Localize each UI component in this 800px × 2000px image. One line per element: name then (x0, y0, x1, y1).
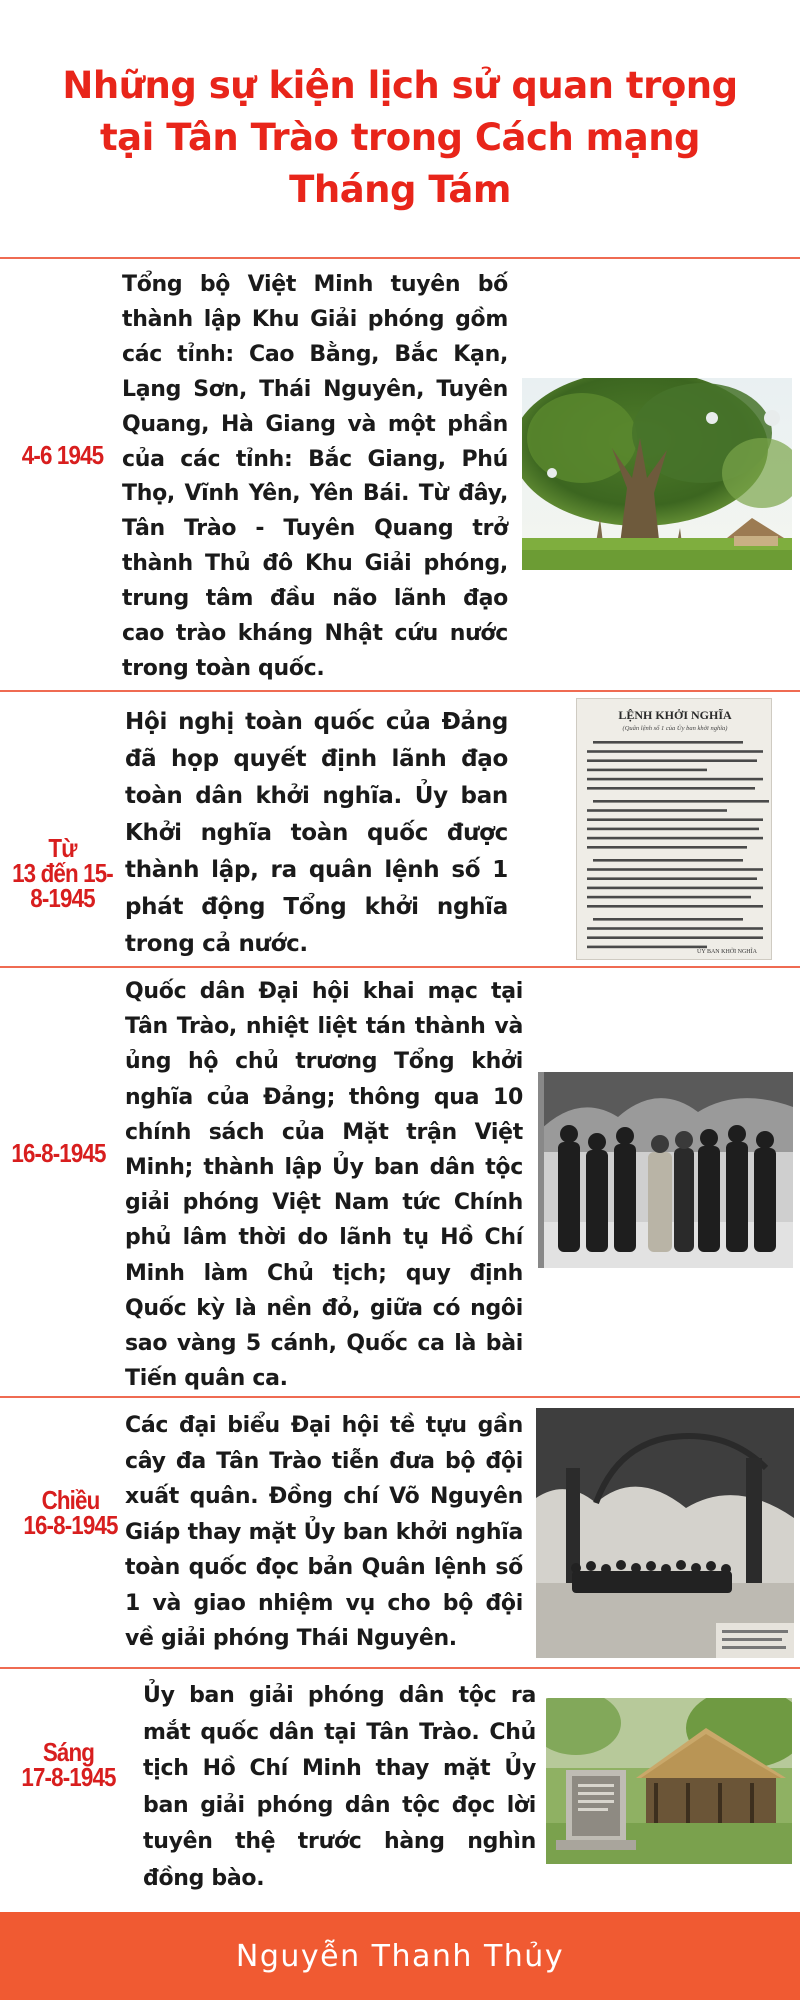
document-text-line (593, 918, 743, 921)
event-date (15, 1737, 123, 1792)
document-text-line (587, 787, 755, 790)
divider (0, 1667, 800, 1669)
event-date-line: 13 đến 15- (12, 858, 113, 888)
document-subheading: (Quân lệnh số 1 của Ủy ban khởi nghĩa) (622, 725, 728, 732)
document-text-line (587, 946, 707, 949)
event-date-line: 17-8-1945 (21, 1762, 116, 1792)
document-text-line (587, 809, 727, 812)
event-text: Quốc dân Đại hội khai mạc tại Tân Trào, nhiệt liệt tán thành và ủng hộ chủ trương Tổng khởi nghĩa của Đảng; thông qua 10 chính sách của Mặt trận Việt Minh; thành lập Ủy ban dân tộc giải phóng Việt Nam tức Chính phủ lâm thời do lãnh tụ Hồ Chí Minh làm Chủ tịch; quy định Quốc kỳ là nền đỏ, giữa có ngôi sao vàng 5 cánh, Quốc ca là bài Tiến quân ca. (125, 979, 523, 1392)
divider (0, 257, 800, 259)
document-text-line (587, 905, 763, 908)
event-text: Các đại biểu Đại hội tề tựu gần cây đa Tân Trào tiễn đưa bộ đội xuất quân. Đồng chí Võ Nguyên Giáp thay mặt Ủy ban khởi nghĩa toàn quốc đọc bản Quân lệnh số 1 và giao nhiệm vụ cho bộ đội về giải phóng Thái Nguyên. (125, 1413, 523, 1651)
document-text-line (587, 769, 707, 772)
document-text-line (587, 868, 763, 871)
document-text-line (587, 759, 757, 762)
document-text-line (587, 927, 763, 930)
event-date (5, 1138, 113, 1168)
document-text-line (587, 846, 747, 849)
event-date-line: Từ (48, 833, 77, 863)
document-text-line (587, 778, 763, 781)
author-name: Nguyễn Thanh Thủy (235, 1938, 565, 1974)
document-text-line (587, 837, 763, 840)
event-text: Ủy ban giải phóng dân tộc ra mắt quốc dân tại Tân Trào. Chủ tịch Hồ Chí Minh thay mặt Ủy ban giải phóng dân tộc đọc lời tuyên thệ trước hàng nghìn đồng bào. (143, 1683, 536, 1891)
document-text-line (593, 741, 743, 744)
divider (0, 966, 800, 968)
tan-trao-communal-house-photo (546, 1698, 792, 1864)
footer-banner (0, 1912, 800, 2000)
title-line: Những sự kiện lịch sử quan trọng (62, 64, 738, 107)
document-text-line (587, 828, 759, 831)
troop-departure-photo (536, 1408, 794, 1658)
event-date-line: 8-1945 (30, 883, 95, 913)
divider (0, 1396, 800, 1398)
national-congress-group-photo (538, 1072, 793, 1268)
document-footer: ỦY BAN KHỞI NGHĨA (697, 949, 757, 955)
event-date (17, 1485, 125, 1540)
event-date-line: Sáng (42, 1737, 95, 1767)
event-date-line: 16-8-1945 (23, 1510, 118, 1540)
title-line: tại Tân Trào trong Cách mạng (99, 116, 701, 159)
event-date-line: 16-8-1945 (11, 1138, 106, 1168)
document-text-line (587, 887, 763, 890)
document-heading: LỆNH KHỞI NGHĨA (618, 708, 732, 722)
title-line: Tháng Tám (289, 168, 511, 211)
document-text-line (587, 750, 763, 753)
document-text-line (593, 859, 743, 862)
page-title (40, 60, 760, 216)
event-text: Hội nghị toàn quốc của Đảng đã họp quyết định lãnh đạo toàn dân khởi nghĩa. Ủy ban Khởi nghĩa toàn quốc được thành lập, ra quân lệnh số 1 phát động Tổng khởi nghĩa trong cả nước. (125, 709, 508, 957)
divider (0, 690, 800, 692)
document-text-line (593, 800, 769, 803)
document-text-line (587, 896, 751, 899)
event-date-line: Chiều (41, 1485, 100, 1515)
event-date (9, 833, 117, 913)
event-text: Tổng bộ Việt Minh tuyên bố thành lập Khu Giải phóng gồm các tỉnh: Cao Bằng, Bắc Kạn, Lạng Sơn, Thái Nguyên, Tuyên Quang, Hà Giang và một phần của các tỉnh: Bắc Giang, Phú Thọ, Vĩnh Yên, Yên Bái. Từ đây, Tân Trào - Tuyên Quang trở thành Thủ đô Khu Giải phóng, trung tâm đầu não lãnh đạo cao trào kháng Nhật cứu nước trong toàn quốc. (122, 272, 508, 681)
event-date-line: 4-6 1945 (21, 440, 104, 470)
uprising-order-document (576, 698, 772, 960)
event-date (9, 440, 117, 470)
document-text-line (587, 877, 757, 880)
document-text-line (587, 936, 763, 939)
banyan-tree-photo (522, 378, 792, 570)
document-text-line (587, 818, 763, 821)
